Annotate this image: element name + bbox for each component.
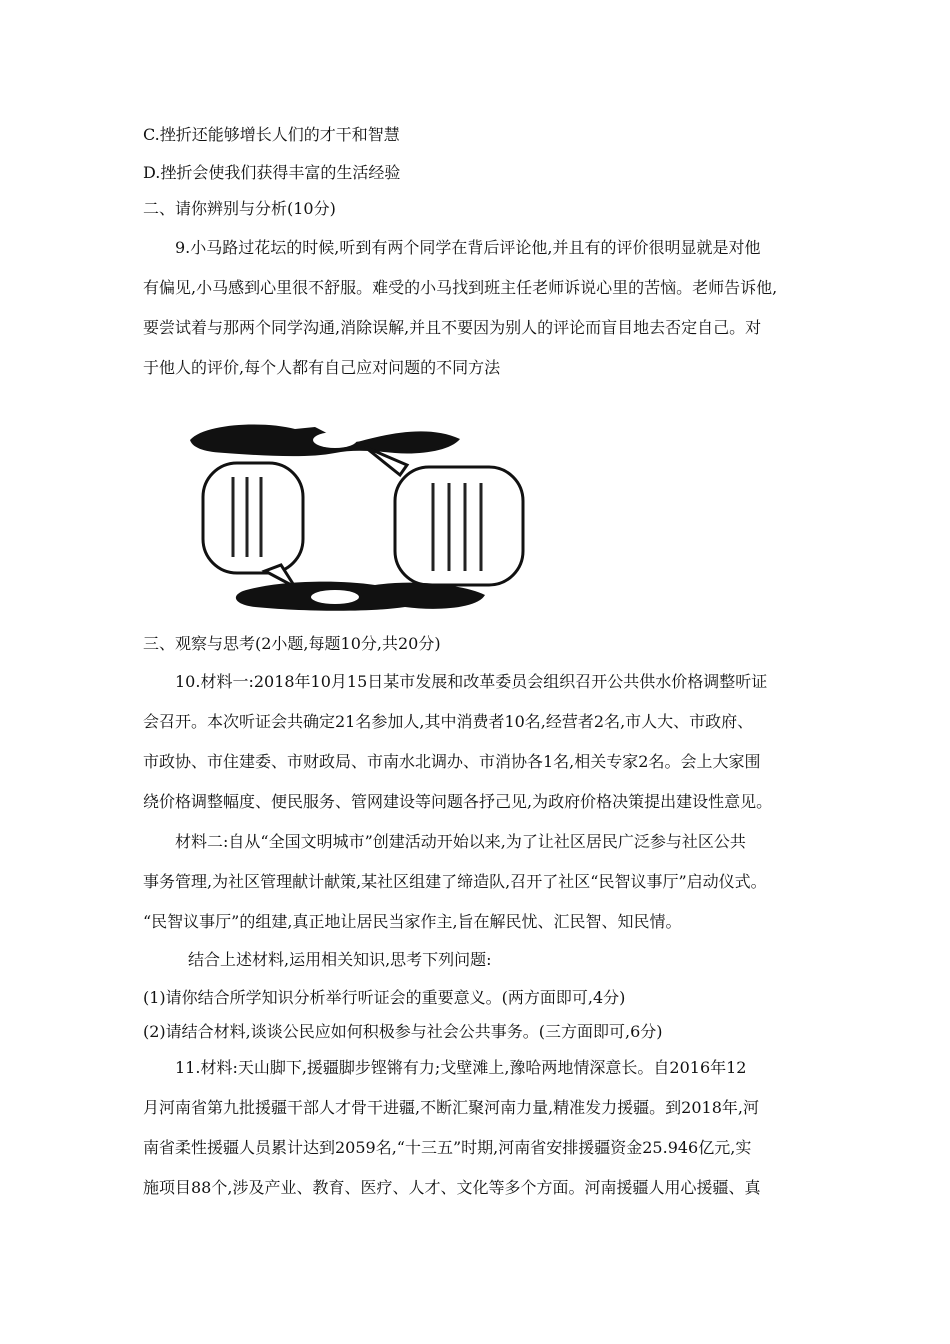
question-1: (1)请你结合所学知识分析举行听证会的重要意义。(两方面即可,4分) [143,988,626,1007]
q11-line-2: 月河南省第九批援疆干部人才骨干进疆,不断汇聚河南力量,精准发力援疆。到2018年,河 [143,1098,759,1117]
q10-line-3: 市政协、市住建委、市财政局、市南水北调办、市消协各1名,相关专家2名。会上大家围 [143,752,761,771]
instruction-line: 结合上述材料,运用相关知识,思考下列问题: [188,950,492,969]
q9-line-1: 9.小马路过花坛的时候,听到有两个同学在背后评论他,并且有的评价很明显就是对他 [175,238,761,257]
section-3-heading: 三、观察与思考(2小题,每题10分,共20分) [143,634,441,653]
top-face-highlight [313,432,357,448]
bottom-head-silhouette [236,582,485,611]
q10-line-2: 会召开。本次听证会共确定21名参加人,其中消费者10名,经营者2名,市人大、市政府、 [143,712,754,731]
material-2-line-2: 事务管理,为社区管理献计献策,某社区组建了缔造队,召开了社区“民智议事厅”启动仪式。 [143,872,767,891]
q9-line-3: 要尝试着与那两个同学沟通,消除误解,并且不要因为别人的评论而盲目地去否定自己。对 [143,318,762,337]
option-c: C.挫折还能够增长人们的才干和智慧 [143,125,400,144]
q10-line-1: 10.材料一:2018年10月15日某市发展和改革委员会组织召开公共供水价格调整听证 [175,672,768,691]
left-speech-bubble [203,463,303,573]
q10-line-4: 绕价格调整幅度、便民服务、管网建设等问题各抒己见,为政府价格决策提出建设性意见。 [143,792,773,811]
question-2: (2)请结合材料,谈谈公民应如何积极参与社会公共事务。(三方面即可,6分) [143,1022,663,1041]
section-2-heading: 二、请你辨别与分析(10分) [143,199,336,218]
q9-line-4: 于他人的评价,每个人都有自己应对问题的不同方法 [143,358,501,377]
q11-line-3: 南省柔性援疆人员累计达到2059名,“十三五”时期,河南省安排援疆资金25.946亿元,实 [143,1138,752,1157]
material-2-line-3: “民智议事厅”的组建,真正地让居民当家作主,旨在解民忧、汇民智、知民情。 [143,912,682,931]
q9-line-2: 有偏见,小马感到心里很不舒服。难受的小马找到班主任老师诉说心里的苦恼。老师告诉他, [143,278,778,297]
cartoon-illustration [185,415,725,615]
right-speech-bubble [395,467,523,585]
q11-line-1: 11.材料:天山脚下,援疆脚步铿锵有力;戈壁滩上,豫哈两地情深意长。自2016年12 [175,1058,747,1077]
q11-line-4: 施项目88个,涉及产业、教育、医疗、人才、文化等多个方面。河南援疆人用心援疆、真 [143,1178,761,1197]
option-d: D.挫折会使我们获得丰富的生活经验 [143,163,401,182]
material-2-line-1: 材料二:自从“全国文明城市”创建活动开始以来,为了让社区居民广泛参与社区公共 [175,832,746,851]
bottom-face-highlight [311,590,359,604]
